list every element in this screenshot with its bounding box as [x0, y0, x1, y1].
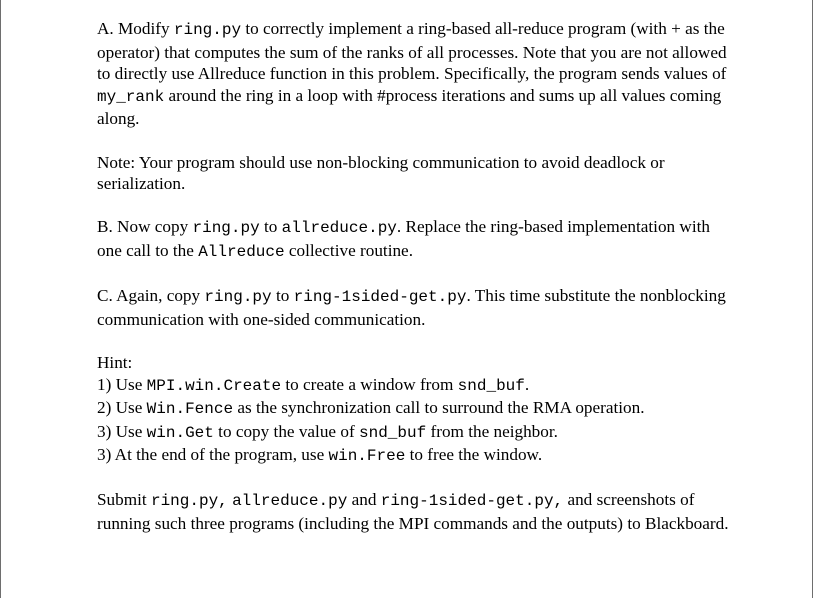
hint-3-code-snd-buf: snd_buf	[358, 423, 427, 442]
hint-4-text-b: to free the window.	[405, 445, 543, 465]
submit-code-allreduce: allreduce.py	[232, 492, 348, 511]
hint-title-text: Hint:	[97, 352, 133, 372]
hint-line-1	[97, 374, 737, 398]
part-b-code-allreduce-file: allreduce.py	[281, 219, 397, 238]
part-b-text-2: to	[259, 217, 282, 237]
part-c-text-1: C. Again, copy	[97, 286, 205, 306]
assignment-text	[97, 18, 737, 556]
hint-2-text-b: as the synchronization call to surround the RMA operation.	[233, 398, 645, 418]
hint-1-code-win-create: MPI.win.Create	[146, 376, 282, 395]
hint-title	[97, 352, 737, 374]
part-a-text-1: A. Modify	[97, 19, 174, 38]
hint-1-text-a: 1) Use	[97, 374, 147, 394]
part-b-code-allreduce: Allreduce	[198, 242, 285, 261]
hint-1-text-b: to create a window from	[281, 374, 458, 394]
part-a-paragraph	[97, 18, 737, 130]
part-c-text-3: . This time substitute the nonblocking communication with one-sided communication.	[97, 286, 726, 329]
part-c-code-ring: ring.py	[204, 288, 272, 307]
hint-3-text-e: from the neighbor.	[426, 421, 558, 441]
submit-code-ring: ring.py,	[150, 492, 228, 511]
part-b-text-4: collective routine.	[284, 240, 413, 260]
note-paragraph	[97, 152, 737, 195]
part-a-code-ring: ring.py	[173, 21, 242, 39]
hint-line-3	[97, 421, 737, 445]
submit-paragraph	[97, 489, 737, 534]
hint-line-4	[97, 444, 737, 468]
submit-text-4: and screenshots of running such three programs (including the MPI commands and the outputs) to Blackboard.	[97, 490, 729, 534]
hint-4-text-a: 3) At the end of the program, use	[97, 445, 329, 465]
hint-3-text-b: to copy the value of	[213, 421, 359, 441]
submit-code-ring-1sided: ring-1sided-get.py,	[380, 492, 564, 511]
part-c-code-ring-1sided: ring-1sided-get.py	[293, 288, 467, 307]
hint-2-text-a: 2) Use	[97, 398, 147, 418]
hint-1-text-e: .	[524, 374, 530, 394]
submit-text-3: and	[347, 490, 381, 510]
submit-text-1: Submit	[97, 490, 151, 510]
hint-3-code-win-get: win.Get	[146, 423, 214, 442]
hint-3-text-a: 3) Use	[97, 421, 147, 441]
part-b-code-ring: ring.py	[192, 219, 260, 238]
part-a-text-3: around the ring in a loop with #process iterations and sums up all values coming along.	[97, 85, 722, 129]
part-b-text-1: B. Now copy	[97, 217, 193, 237]
hint-2-code-win-fence: Win.Fence	[146, 400, 234, 419]
hint-1-code-snd-buf: snd_buf	[457, 376, 525, 395]
hint-4-code-win-free: win.Free	[328, 447, 406, 466]
part-c-text-2: to	[271, 286, 294, 306]
part-b-paragraph	[97, 216, 737, 263]
part-a-text-2: to correctly implement a ring-based all-reduce program (with + as the operator) that computes the sum of the ranks of all processes. Note that you are not allowed to directly use Allreduce function in this problem. Specifically, the program sends values of	[97, 19, 727, 84]
note-text: Note: Your program should use non-blocking communication to avoid deadlock or serialization.	[97, 152, 665, 194]
hint-line-2	[97, 397, 737, 421]
part-a-code-my-rank: my_rank	[97, 87, 165, 106]
part-b-text-3: . Replace the ring-based implementation with one call to the	[97, 217, 710, 260]
part-c-paragraph	[97, 285, 737, 330]
